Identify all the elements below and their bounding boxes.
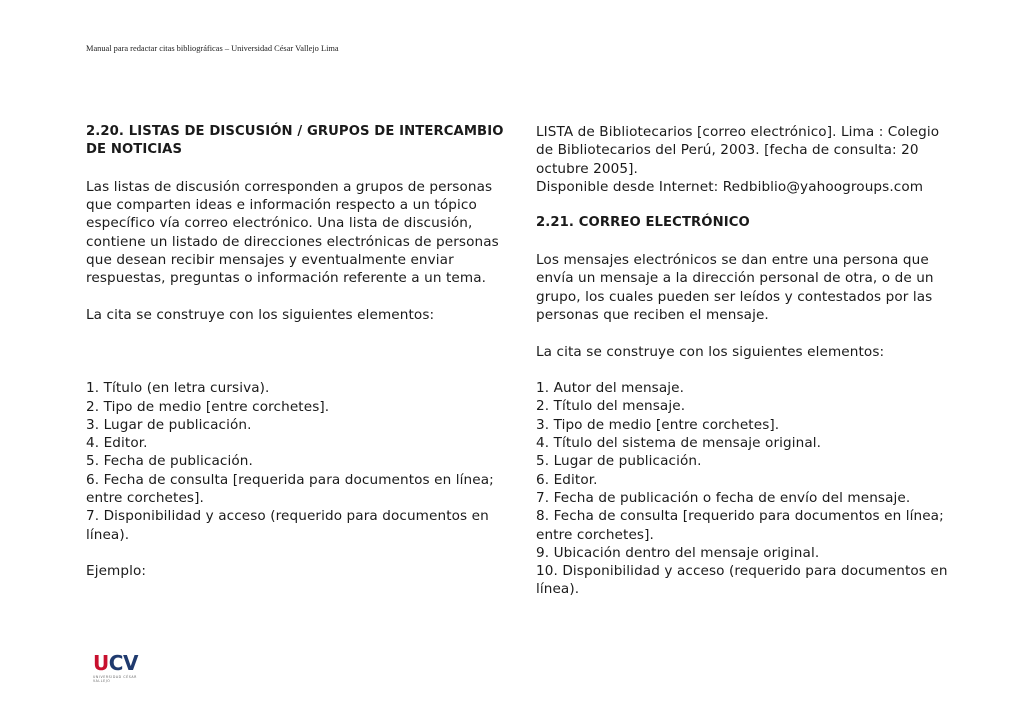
list-item: 10. Disponibilidad y acceso (requerido para documentos en línea). xyxy=(536,563,948,598)
section-heading-2-21: 2.21. CORREO ELECTRÓNICO xyxy=(536,215,750,231)
list-item: 6. Fecha de consulta [requerida para documentos en línea; entre corchetes]. xyxy=(86,471,494,507)
list-item: 6. Editor. xyxy=(536,471,598,488)
list-item: 5. Lugar de publicación. xyxy=(536,453,702,470)
section-intro: Las listas de discusión corresponden a grupos de personas que comparten ideas e información respecto a un tópico específico vía correo electrónico. Una lista de discusión, contiene un listado de direcciones electrónicas de personas que desean recibir mensajes y eventualmente enviar respuestas, preguntas o información referente a un tema. xyxy=(86,178,499,287)
right-column xyxy=(536,123,956,599)
list-item: 3. Lugar de publicación. xyxy=(86,416,252,433)
example-availability: Disponible desde Internet: Redbiblio@yahoogroups.com xyxy=(536,178,924,195)
section-heading-2-20: 2.20. LISTAS DE DISCUSIÓN / GRUPOS DE INTERCAMBIO DE NOTICIAS xyxy=(86,124,504,158)
logo-subtext: UNIVERSIDAD CÉSAR VALLEJO xyxy=(93,675,137,683)
list-item: 9. Ubicación dentro del mensaje original. xyxy=(536,544,820,561)
list-item: 1. Título (en letra cursiva). xyxy=(86,380,270,397)
cita-intro: La cita se construye con los siguientes elementos: xyxy=(536,343,885,360)
list-item: 3. Tipo de medio [entre corchetes]. xyxy=(536,416,780,433)
page-header: Manual para redactar citas bibliográficas – Universidad César Vallejo Lima xyxy=(86,44,339,53)
example-label: Ejemplo: xyxy=(86,563,147,580)
logo-letter-v: V xyxy=(122,651,138,675)
elements-list xyxy=(86,379,506,544)
list-item: 7. Disponibilidad y acceso (requerido para documentos en línea). xyxy=(86,508,489,543)
logo-letter-u: U xyxy=(93,651,109,675)
elements-list xyxy=(536,379,956,599)
list-item: 8. Fecha de consulta [requerido para documentos en línea; entre corchetes]. xyxy=(536,508,944,543)
list-item: 4. Título del sistema de mensaje original. xyxy=(536,435,822,452)
list-item: 2. Tipo de medio [entre corchetes]. xyxy=(86,398,330,415)
list-item: 5. Fecha de publicación. xyxy=(86,453,253,470)
ucv-logo xyxy=(93,652,141,686)
list-item: 4. Editor. xyxy=(86,435,148,452)
cita-intro: La cita se construye con los siguientes elementos: xyxy=(86,306,435,323)
example-citation: LISTA de Bibliotecarios [correo electrónico]. Lima : Colegio de Bibliotecarios del Perú, 2003. [fecha de consulta: 20 octubre 2005]. xyxy=(536,124,940,177)
list-item: 1. Autor del mensaje. xyxy=(536,380,685,397)
logo-letter-c: C xyxy=(108,651,123,675)
list-item: 2. Título del mensaje. xyxy=(536,398,686,415)
left-column xyxy=(86,123,506,581)
section-intro: Los mensajes electrónicos se dan entre una persona que envía un mensaje a la dirección personal de otra, o de un grupo, los cuales pueden ser leídos y contestados por las personas que reciben el mensaje. xyxy=(536,252,934,323)
list-item: 7. Fecha de publicación o fecha de envío del mensaje. xyxy=(536,489,911,506)
